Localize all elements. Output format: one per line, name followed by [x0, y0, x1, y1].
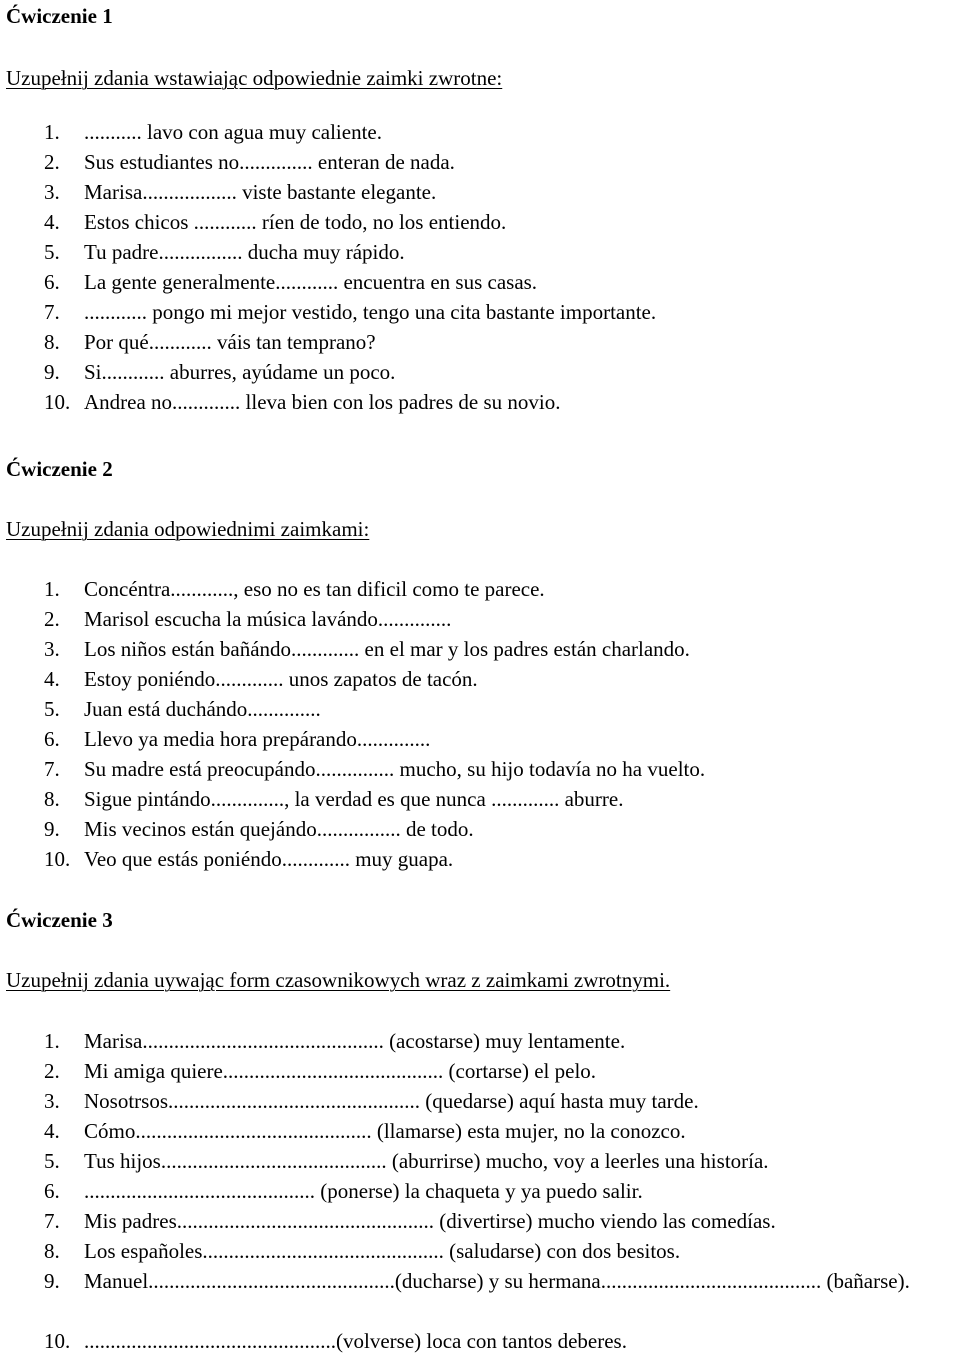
item-number: 6.: [44, 727, 60, 751]
list-item: [44, 604, 705, 634]
item-sentence: Cómo............................................. (llamarse) esta mujer, no la conozco.: [84, 1119, 686, 1143]
item-number: 6.: [44, 270, 60, 294]
item-number: 4.: [44, 667, 60, 691]
item-sentence: Concéntra............, eso no es tan dificil como te parece.: [84, 577, 545, 601]
item-number: 8.: [44, 787, 60, 811]
item-sentence: Si............ aburres, ayúdame un poco.: [84, 360, 396, 384]
item-sentence: Los niños están bañándo............. en el mar y los padres están charlando.: [84, 637, 690, 661]
item-number: 8.: [44, 330, 60, 354]
list-item: [44, 267, 656, 297]
item-sentence: Su madre está preocupándo............... mucho, su hijo todavía no ha vuelto.: [84, 757, 706, 781]
item-number: 3.: [44, 1089, 60, 1113]
exercise-1-list: [44, 117, 656, 417]
list-item: [44, 327, 656, 357]
list-item: [44, 844, 705, 874]
item-sentence: Estoy poniéndo............. unos zapatos de tacón.: [84, 667, 478, 691]
item-number: 8.: [44, 1239, 60, 1263]
item-number: 10.: [44, 847, 71, 871]
item-number: 6.: [44, 1179, 60, 1203]
item-number: 5.: [44, 697, 60, 721]
item-number: 1.: [44, 1029, 60, 1053]
list-item: [44, 634, 705, 664]
list-item: [44, 664, 705, 694]
list-item: [44, 207, 656, 237]
list-item: [44, 1086, 954, 1116]
item-sentence: Por qué............ váis tan temprano?: [84, 330, 376, 354]
list-item: [44, 387, 656, 417]
exercise-1-instruction: Uzupełnij zdania wstawiając odpowiednie zaimki zwrotne:: [6, 66, 503, 90]
item-sentence: ............ pongo mi mejor vestido, tengo una cita bastante importante.: [84, 300, 657, 324]
item-number: 2.: [44, 150, 60, 174]
item-number: 4.: [44, 1119, 60, 1143]
item-sentence: Veo que estás poniéndo............. muy guapa.: [84, 847, 454, 871]
list-item: [44, 1176, 954, 1206]
item-sentence: Mis padres................................................. (divertirse) mucho viendo las comedías.: [84, 1209, 776, 1233]
item-number: 10.: [44, 390, 71, 414]
exercise-1-title: Ćwiczenie 1: [6, 4, 113, 28]
list-item: [44, 1266, 954, 1326]
list-item: [44, 177, 656, 207]
item-sentence: Llevo ya media hora prepárando..............: [84, 727, 431, 751]
item-number: 10.: [44, 1329, 71, 1353]
item-sentence: Los españoles.............................................. (saludarse) con dos besitos.: [84, 1239, 681, 1263]
item-number: 1.: [44, 120, 60, 144]
list-item: [44, 357, 656, 387]
item-number: 5.: [44, 240, 60, 264]
list-item: [44, 1026, 954, 1056]
list-item: [44, 1326, 954, 1356]
list-item: [44, 297, 656, 327]
exercise-2-instruction: Uzupełnij zdania odpowiednimi zaimkami:: [6, 517, 370, 541]
exercise-3-list: [44, 1026, 954, 1356]
item-number: 2.: [44, 1059, 60, 1083]
list-item: [44, 754, 705, 784]
list-item: [44, 1236, 954, 1266]
item-sentence: Nosotrsos................................................ (quedarse) aquí hasta muy tarde.: [84, 1089, 699, 1113]
item-sentence: ................................................(volverse) loca con tantos deberes.: [84, 1329, 627, 1353]
list-item: [44, 237, 656, 267]
item-sentence: Mi amiga quiere.......................................... (cortarse) el pelo.: [84, 1059, 597, 1083]
exercise-2-title: Ćwiczenie 2: [6, 457, 113, 481]
item-sentence: Mis vecinos están quejándo................ de todo.: [84, 817, 474, 841]
item-number: 9.: [44, 1269, 60, 1293]
exercise-2-list: [44, 574, 705, 874]
item-number: 7.: [44, 1209, 60, 1233]
item-number: 2.: [44, 607, 60, 631]
item-sentence: Juan está duchándo..............: [84, 697, 321, 721]
item-number: 1.: [44, 577, 60, 601]
list-item: [44, 574, 705, 604]
item-number: 7.: [44, 300, 60, 324]
list-item: [44, 724, 705, 754]
item-sentence: Andrea no............. lleva bien con los padres de su novio.: [84, 390, 561, 414]
item-sentence: ........... lavo con agua muy caliente.: [84, 120, 382, 144]
item-number: 3.: [44, 180, 60, 204]
item-number: 3.: [44, 637, 60, 661]
exercise-3-instruction: Uzupełnij zdania uywając form czasownikowych wraz z zaimkami zwrotnymi.: [6, 968, 671, 992]
list-item: [44, 1146, 954, 1176]
item-sentence: Tu padre................ ducha muy rápido.: [84, 240, 405, 264]
item-sentence: Tus hijos........................................... (aburrirse) mucho, voy a leerles una historía.: [84, 1149, 769, 1173]
item-sentence: Estos chicos ............ ríen de todo, no los entiendo.: [84, 210, 507, 234]
item-sentence: Marisa.................. viste bastante elegante.: [84, 180, 437, 204]
item-sentence: Marisa.............................................. (acostarse) muy lentamente.: [84, 1029, 626, 1053]
list-item: [44, 1206, 954, 1236]
item-sentence: Sigue pintándo.............., la verdad es que nunca ............. aburre.: [84, 787, 624, 811]
item-sentence: Marisol escucha la música lavándo..............: [84, 607, 452, 631]
list-item: [44, 117, 656, 147]
list-item: [44, 814, 705, 844]
item-number: 5.: [44, 1149, 60, 1173]
item-sentence: Sus estudiantes no.............. enteran de nada.: [84, 150, 455, 174]
list-item: [44, 1056, 954, 1086]
list-item: [44, 1116, 954, 1146]
list-item: [44, 147, 656, 177]
list-item: [44, 694, 705, 724]
item-number: 4.: [44, 210, 60, 234]
item-sentence: ............................................ (ponerse) la chaqueta y ya puedo salir.: [84, 1179, 643, 1203]
item-sentence: Manuel...............................................(ducharse) y su hermana.......................................... (bañarse).: [84, 1269, 910, 1293]
item-number: 9.: [44, 817, 60, 841]
exercise-3-title: Ćwiczenie 3: [6, 908, 113, 932]
list-item: [44, 784, 705, 814]
item-sentence: La gente generalmente............ encuentra en sus casas.: [84, 270, 538, 294]
item-number: 9.: [44, 360, 60, 384]
item-number: 7.: [44, 757, 60, 781]
